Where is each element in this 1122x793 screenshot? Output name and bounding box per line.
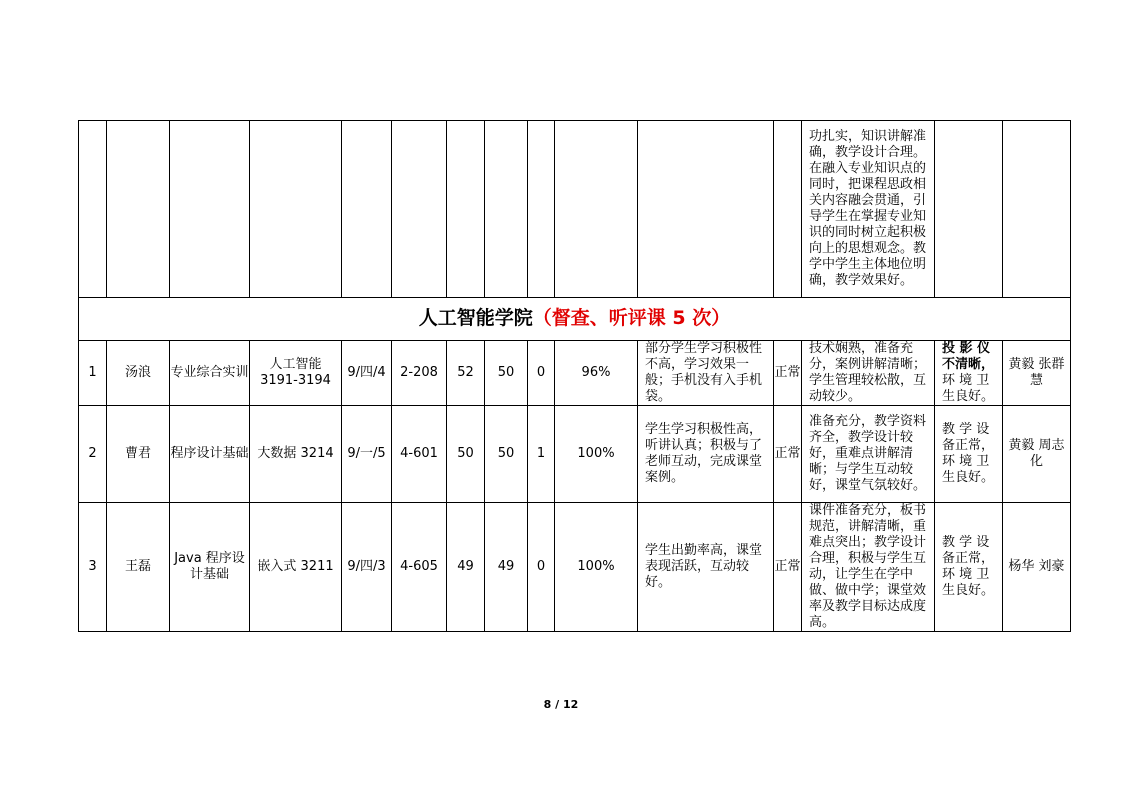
teacher-name: 曹君 [107, 406, 170, 503]
expected-count: 52 [447, 341, 485, 406]
attendance-rate: 100% [555, 503, 638, 632]
absent-count: 0 [528, 503, 555, 632]
class-name: 人工智能 3191-3194 [250, 341, 342, 406]
environment-issue: 投 影 仪不清晰， [942, 341, 995, 372]
student-performance: 部分学生学习积极性不高，学习效果一般；手机没有入手机袋。 [638, 341, 774, 406]
cell-empty [935, 121, 1003, 298]
teaching-status: 正常 [774, 341, 802, 406]
inspectors: 杨华 刘豪 [1003, 503, 1071, 632]
student-performance: 学生出勤率高，课堂表现活跃，互动较好。 [638, 503, 774, 632]
section-header-row [79, 298, 1071, 341]
class-name: 嵌入式 3211 [250, 503, 342, 632]
cell-empty [392, 121, 447, 298]
absent-count: 0 [528, 341, 555, 406]
cell-empty [1003, 121, 1071, 298]
teaching-evaluation-cell: 功扎实，知识讲解准确，教学设计合理。在融入专业知识点的同时，把课程思政相关内容融会贯通，引导学生在掌握专业知识的同时树立起积极向上的思想观念。教学中学生主体地位明确，教学效果好。 [802, 121, 935, 298]
class-time: 9/四/4 [342, 341, 392, 406]
environment-note [935, 341, 1003, 406]
course-name: Java 程序设计基础 [170, 503, 250, 632]
table-row [79, 406, 1071, 503]
teaching-evaluation: 技术娴熟，准备充分，案例讲解清晰；学生管理较松散，互动较少。 [802, 341, 935, 406]
cell-empty [528, 121, 555, 298]
page-number: 8 / 12 [543, 698, 579, 711]
actual-count: 50 [485, 341, 528, 406]
cell-empty [342, 121, 392, 298]
actual-count: 50 [485, 406, 528, 503]
classroom: 4-605 [392, 503, 447, 632]
cell-empty [170, 121, 250, 298]
attendance-rate: 96% [555, 341, 638, 406]
cell-empty [107, 121, 170, 298]
cell-empty [555, 121, 638, 298]
course-name: 程序设计基础 [170, 406, 250, 503]
row-number: 2 [79, 406, 107, 503]
cell-empty [79, 121, 107, 298]
student-performance: 学生学习积极性高，听讲认真；积极与了老师互动，完成课堂案例。 [638, 406, 774, 503]
teacher-name: 汤浪 [107, 341, 170, 406]
actual-count: 49 [485, 503, 528, 632]
section-header [79, 298, 1071, 341]
class-time: 9/一/5 [342, 406, 392, 503]
environment-note [935, 406, 1003, 503]
expected-count: 49 [447, 503, 485, 632]
inspectors: 黄毅 张群慧 [1003, 341, 1071, 406]
table-row [79, 503, 1071, 632]
course-name: 专业综合实训 [170, 341, 250, 406]
teaching-evaluation: 课件准备充分，板书规范，讲解清晰，重难点突出；教学设计合理，积极与学生互动，让学生在学中做、做中学；课堂效率及教学目标达成度高。 [802, 503, 935, 632]
teacher-name: 王磊 [107, 503, 170, 632]
continued-row [79, 121, 1071, 298]
absent-count: 1 [528, 406, 555, 503]
environment-text: 教 学 设备正常，环 境 卫生良好。 [942, 422, 995, 485]
cell-empty [447, 121, 485, 298]
section-note: （督查、听评课 5 次） [532, 306, 731, 329]
class-time: 9/四/3 [342, 503, 392, 632]
environment-text: 环 境 卫生良好。 [942, 373, 995, 404]
teaching-status: 正常 [774, 503, 802, 632]
teaching-status: 正常 [774, 406, 802, 503]
environment-note [935, 503, 1003, 632]
row-number: 1 [79, 341, 107, 406]
expected-count: 50 [447, 406, 485, 503]
section-title: 人工智能学院 [418, 306, 533, 329]
classroom: 2-208 [392, 341, 447, 406]
classroom: 4-601 [392, 406, 447, 503]
teaching-evaluation: 准备充分，教学资料齐全，教学设计较好，重难点讲解清晰；与学生互动较好，课堂气氛较好。 [802, 406, 935, 503]
cell-empty [485, 121, 528, 298]
cell-empty [250, 121, 342, 298]
inspectors: 黄毅 周志化 [1003, 406, 1071, 503]
row-number: 3 [79, 503, 107, 632]
cell-empty [774, 121, 802, 298]
environment-text: 教 学 设备正常，环 境 卫生良好。 [942, 535, 995, 598]
class-name: 大数据 3214 [250, 406, 342, 503]
attendance-rate: 100% [555, 406, 638, 503]
table-row [79, 341, 1071, 406]
inspection-table [78, 120, 1071, 632]
cell-empty [638, 121, 774, 298]
